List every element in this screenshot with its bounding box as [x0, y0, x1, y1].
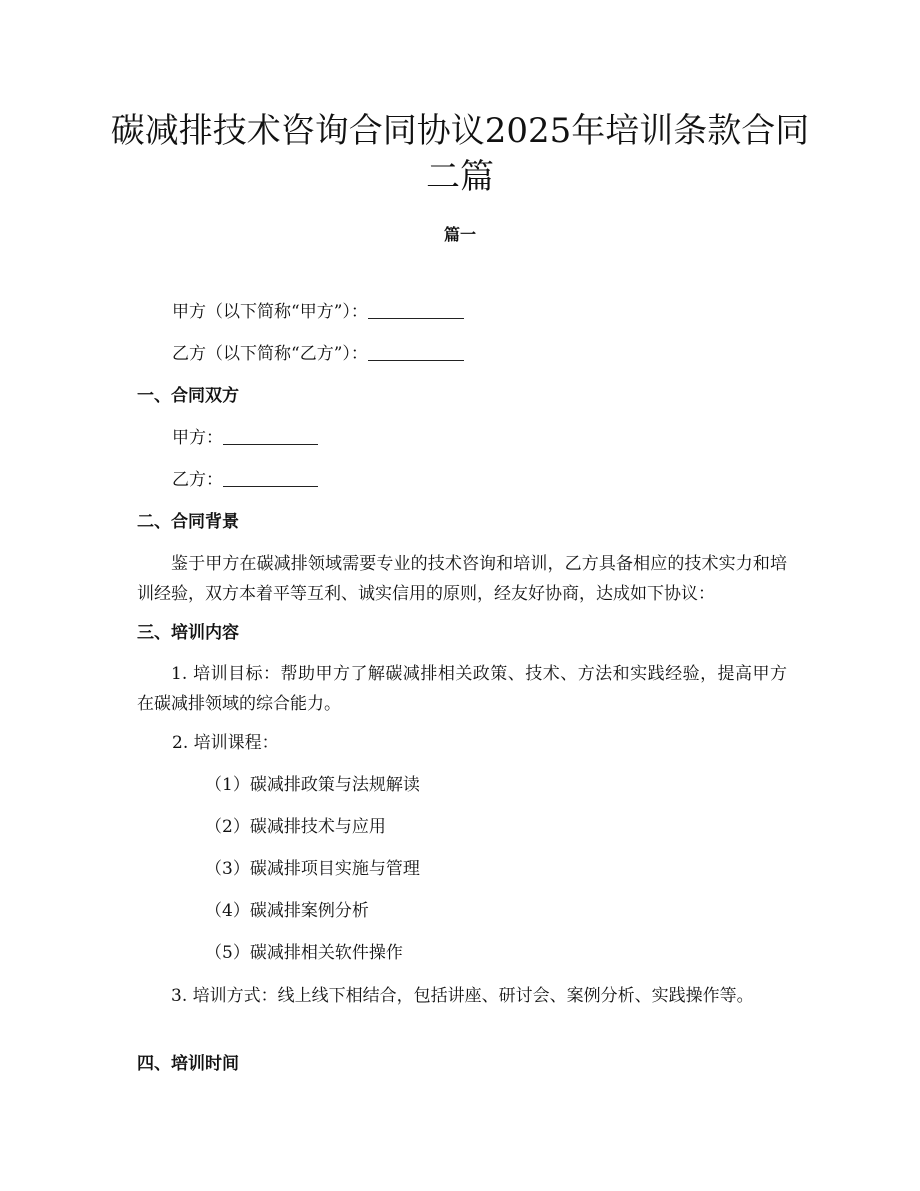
- section-3-item-1: 1. 培训目标：帮助甲方了解碳减排相关政策、技术、方法和实践经验，提高甲方在碳减排领域的综合能力。: [137, 664, 787, 714]
- party-b-name-blank: [368, 342, 464, 361]
- course-item: （2）碳减排技术与应用: [205, 817, 386, 837]
- section-3-item-2: 2. 培训课程：: [172, 733, 279, 753]
- course-item: （3）碳减排项目实施与管理: [205, 859, 420, 879]
- section-1-party-a-line: [172, 426, 318, 450]
- section-3-heading: 三、培训内容: [137, 623, 239, 643]
- course-item: （5）碳减排相关软件操作: [205, 943, 403, 963]
- document-title: 碳减排技术咨询合同协议2025年培训条款合同二篇: [110, 111, 810, 197]
- section-2-heading: 二、合同背景: [137, 512, 239, 532]
- section-1-party-a-label: 甲方：: [172, 428, 223, 448]
- party-a-name-blank: [368, 300, 464, 319]
- section-1-heading: 一、合同双方: [137, 386, 239, 406]
- party-b-intro-label: 乙方（以下简称“乙方”）：: [172, 344, 368, 364]
- section-4-heading: 四、培训时间: [137, 1054, 239, 1074]
- course-item: （4）碳减排案例分析: [205, 901, 369, 921]
- section-1-party-a-blank: [223, 426, 318, 445]
- party-a-intro-line: [172, 300, 464, 324]
- part-label: 篇一: [443, 225, 476, 244]
- course-item: （1）碳减排政策与法规解读: [205, 775, 420, 795]
- party-a-intro-label: 甲方（以下简称“甲方”）：: [172, 302, 368, 322]
- section-1-party-b-label: 乙方：: [172, 470, 223, 490]
- section-3-item-3: 3. 培训方式：线上线下相结合，包括讲座、研讨会、案例分析、实践操作等。: [171, 986, 754, 1006]
- section-1-party-b-blank: [223, 468, 318, 487]
- party-b-intro-line: [172, 342, 464, 366]
- section-1-party-b-line: [172, 468, 318, 492]
- section-2-paragraph: 鉴于甲方在碳减排领域需要专业的技术咨询和培训，乙方具备相应的技术实力和培训经验，双方本着平等互利、诚实信用的原则，经友好协商，达成如下协议：: [137, 554, 787, 604]
